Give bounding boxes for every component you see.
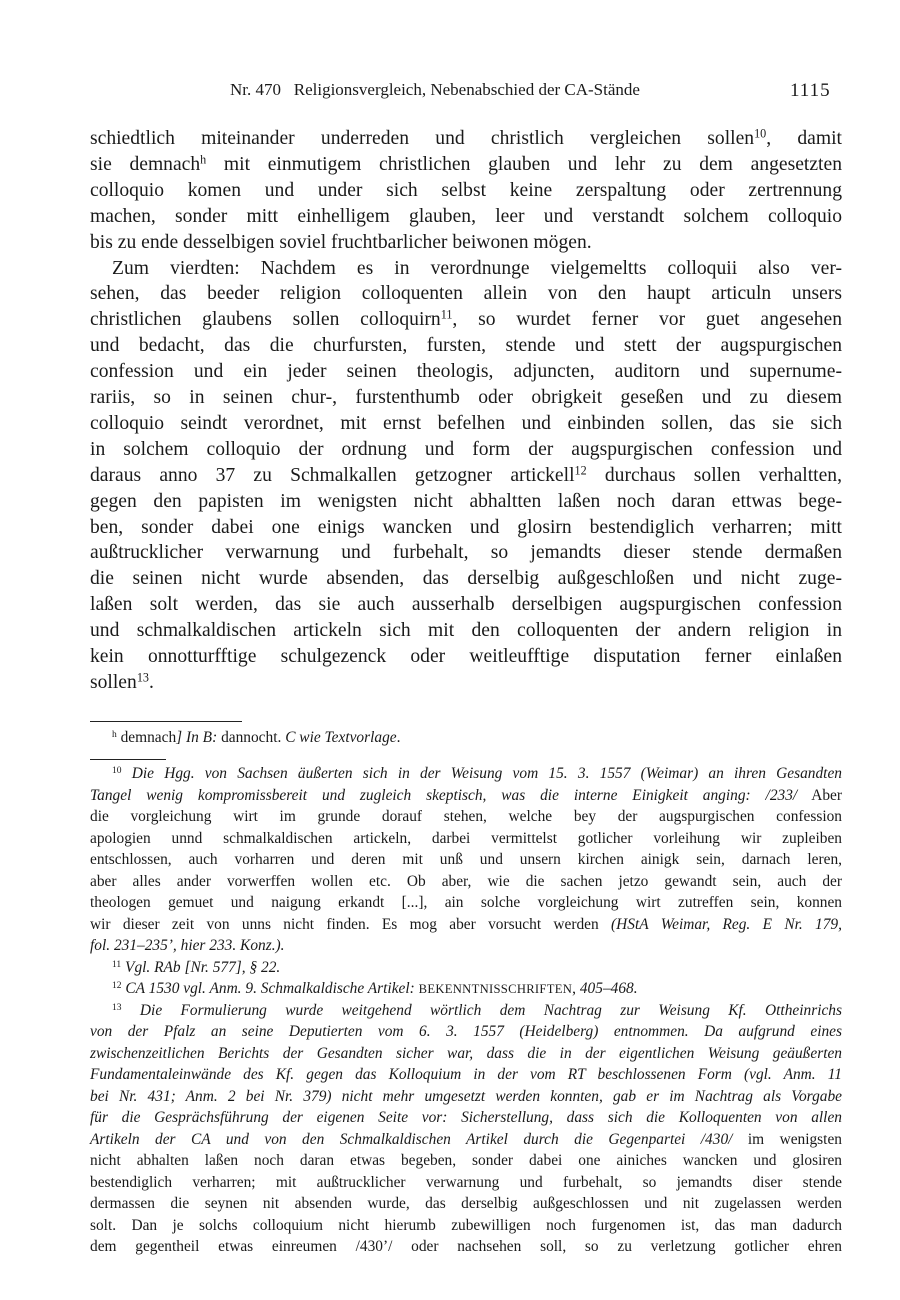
text-segment: nicht abhalten laßen noch daran etwas begeben, sonder dabei one ainiches wancken und glosiren [90, 1152, 842, 1169]
text-line [90, 491, 842, 513]
text-segment: theologen gemuet und naigung erkandt [...], ain solche vorgleichung wirt zutreffen sein, konnen [90, 894, 842, 911]
footnote-line [90, 851, 842, 869]
text-segment: Die Formulierung wurde weitgehend wörtlich dem Nachtrag zur Weisung Kf. Ottheinrichs [139, 1001, 842, 1019]
footnote-line [112, 1002, 842, 1020]
text-line [90, 465, 842, 487]
text-line [112, 258, 842, 280]
footnote-line [90, 1152, 842, 1170]
text-segment: . [148, 671, 154, 693]
text-segment: fol. 231–235’, hier 233. Konz.). [90, 937, 285, 954]
footnote-divider [90, 759, 166, 760]
text-segment: , [572, 980, 580, 997]
text-segment: colloquio seindt verordnet, mit ernst befelhen und einbinden sollen, das sie sich [90, 412, 842, 434]
text-line [90, 309, 842, 331]
text-segment: dannocht. [217, 729, 286, 746]
footnote-line [90, 1238, 842, 1256]
text-line [90, 232, 842, 254]
footnote-line [90, 1217, 842, 1235]
note-marker: h [112, 728, 117, 740]
footnote-line [90, 937, 842, 955]
text-segment: demnach [116, 729, 177, 746]
text-segment: die vorgleichung wirt im grunde dorauf stehen, welche bey der augspurgischen confession [90, 808, 842, 825]
note-marker: 11 [112, 958, 122, 970]
text-segment: entschlossen, auch vorharren und deren mit unß und unsern kirchen ainigk sein, darnach leren, [90, 851, 842, 868]
page-number: 1115 [790, 80, 831, 101]
text-segment: laßen solt werden, das sie auch ausserhalb derselbigen augspurgischen confession [90, 594, 842, 616]
apparatus-line [112, 729, 842, 747]
footnote-line [90, 830, 842, 848]
note-marker: 12 [112, 979, 122, 991]
text-segment: Zum vierdten: Nachdem es in verordnunge vielgemeltts colloquii also ver- [112, 257, 842, 279]
text-segment: für die Gesprächsführung der eigenen Seite vor: Sicherstellung, dass sich die Kolloquenten von allen [90, 1109, 842, 1126]
note-marker: 12 [574, 463, 587, 478]
text-segment: sehen, das beeder religion colloquenten allein von den haupt articuln unsers [90, 283, 842, 305]
footnote-line [90, 894, 842, 912]
text-segment: sie demnach [90, 153, 201, 175]
text-segment: . [396, 729, 401, 746]
text-segment: in solchem colloquio der ordnung und form der augspurgischen confession und [90, 438, 842, 460]
text-segment: , damit [766, 128, 842, 149]
text-segment: solt. Dan je solchs colloquium nicht hierumb zubewilligen noch furgenomen ist, das man dadurch [90, 1216, 842, 1234]
text-segment: sollen [90, 671, 137, 693]
footnote-line [90, 808, 842, 826]
text-line [90, 128, 842, 150]
text-line [90, 361, 842, 383]
footnote-line [90, 1195, 842, 1213]
text-segment: und bedacht, das die churfursten, fursten, stende und stett der augspurgischen [90, 335, 842, 357]
footnote-line [90, 1045, 842, 1063]
footnote-line [90, 1066, 842, 1084]
note-marker: h [200, 152, 207, 167]
text-line [90, 517, 842, 539]
text-segment: Artikeln der CA und von den Schmalkaldischen Artikel durch die Gegenpartei /430/ [90, 1130, 733, 1148]
text-segment: gegen den papisten im wenigsten nicht abhaltten laßen noch daran ettwas bege- [90, 490, 842, 512]
text-segment: ] In B: [176, 729, 218, 746]
note-marker: 13 [112, 1001, 122, 1013]
text-segment: die seinen nicht wurde absenden, das derselbig außgeschloßen und nicht zuge- [90, 568, 842, 590]
text-line [90, 439, 842, 461]
text-segment: ben, sonder dabei one einigs wancken und glosirn bestendiglich verharren; mitt [90, 516, 842, 538]
text-segment: christlichen glaubens sollen colloquirn [90, 309, 441, 331]
text-segment: CA 1530 vgl. Anm. 9. Schmalkaldische Artikel: [125, 980, 415, 997]
text-segment: C wie Textvorlage [285, 729, 397, 746]
text-segment: , so wurdet ferner vor guet angesehen [452, 309, 842, 331]
text-segment: BEKENNTNISSCHRIFTEN [418, 982, 573, 996]
text-segment: außtrucklicher verwarnung und furbehalt, so jemandts dieser stende dermaßen [90, 542, 842, 564]
text-segment: zwischenzeitlichen Berichts der Gesandten sicher war, dass die in der eigentlichen Weisung geäußerten [90, 1044, 842, 1062]
text-segment [122, 765, 132, 782]
text-segment: Fundamentaleinwände des Kf. gegen das Kolloquium in der vom RT beschlossenen Form (vgl. Anm. 11 [90, 1066, 842, 1083]
text-segment: und schmalkaldischen artickeln sich mit den colloquenten der andern religion in [90, 620, 842, 642]
text-line [90, 154, 842, 176]
text-segment: von der Pfalz an seine Deputierten vom 6. 3. 1557 (Heidelberg) entnommen. Da aufgrund eines [90, 1023, 842, 1040]
text-segment: machen, sonder mitt einhelligem glauben, leer und verstandt solchem colloquio [90, 205, 842, 227]
text-segment: Vgl. RAb [Nr. 577], § 22. [125, 958, 281, 976]
text-segment: Tangel wenig kompromissbereit und zugleich skeptisch, was die interne Einigkeit anging: /233/ [90, 786, 798, 804]
note-marker: 13 [136, 670, 149, 685]
text-segment [122, 1002, 140, 1019]
footnote-line [90, 916, 842, 934]
running-header-title: Nr. 470 Religionsvergleich, Nebenabschied der CA-Stände [230, 80, 640, 99]
footnote-line [90, 1023, 842, 1041]
text-line [90, 646, 842, 668]
note-marker: 10 [754, 126, 767, 141]
text-line [90, 568, 842, 590]
footnote-line [90, 787, 842, 805]
text-segment: kein onnotturfftige schulgezenck oder weitleufftige disputation ferner einlaßen [90, 646, 842, 667]
footnote-line [90, 1088, 842, 1106]
text-segment: Die Hgg. von Sachsen äußerten sich in der Weisung vom 15. 3. 1557 (Weimar) an ihren Gesandten [131, 765, 842, 782]
footnote-line [90, 873, 842, 891]
text-line [90, 620, 842, 642]
text-segment: wir dieser zeit von unns nicht finden. Es mog aber vorsucht werden [90, 915, 612, 933]
text-segment: dem gegentheil etwas einreumen /430’/ oder nachsehen soll, so zu verletzung gotlicher ehren [90, 1238, 842, 1255]
text-line [90, 335, 842, 357]
text-segment: (HStA Weimar, Reg. E Nr. 179, [611, 915, 842, 933]
footnote-line [90, 1109, 842, 1127]
text-line [90, 283, 842, 305]
text-segment: apologien unnd schmalkaldischen artickeln, darbei vermittelst gotlicher vorleihung wir zupleiben [90, 829, 842, 847]
footnote-line [112, 959, 842, 977]
text-segment: durchaus sollen verhaltten, [586, 464, 843, 486]
text-segment: bestendiglich verharren; mit außtrucklicher verwarnung und furbehalt, so jemandts diser stende [90, 1173, 842, 1191]
text-line [90, 542, 842, 564]
text-line [90, 413, 842, 435]
text-segment: dermassen die seynen nit absenden wurde, das derselbig außgeschlossen und nit zugelassen werden [90, 1195, 842, 1212]
text-segment: schiedtlich miteinander underreden und christlich vergleichen sollen [90, 128, 755, 149]
text-line [90, 672, 842, 694]
footnote-line [112, 765, 842, 783]
apparatus-divider [90, 721, 242, 722]
text-line [90, 594, 842, 616]
text-line [90, 180, 842, 202]
footnote-line [112, 980, 842, 998]
text-line [90, 206, 842, 228]
footnote-line [90, 1131, 842, 1149]
text-segment: colloquio komen und under sich selbst keine zerspaltung oder zertrennung [90, 179, 842, 201]
note-marker: 10 [112, 764, 122, 776]
text-segment: aber alles ander vorwerffen wollen etc. Ob aber, wie die sachen jetzo gewandt sein, auch der [90, 872, 842, 890]
text-segment: bei Nr. 431; Anm. 2 bei Nr. 379) nicht mehr umgesetzt werden konnten, gab er im Nachtrag als Vorgabe [90, 1087, 842, 1105]
text-segment: mit einmutigem christlichen glauben und lehr zu dem angesetzten [206, 153, 842, 175]
text-segment: im wenigsten [732, 1130, 842, 1148]
text-segment: bis zu ende desselbigen soviel fruchtbarlicher beiwonen mögen. [90, 231, 592, 253]
footnote-line [90, 1174, 842, 1192]
text-line [90, 387, 842, 409]
text-segment: 405–468. [579, 980, 638, 997]
text-segment: daraus anno 37 zu Schmalkallen getzogner artickell [90, 464, 575, 486]
text-segment: rariis, so in seinen chur-, furstenthumb oder obrigkeit geseßen und zu diesem [90, 387, 842, 408]
note-marker: 11 [440, 307, 453, 322]
text-segment: Aber [797, 786, 843, 804]
text-segment: confession und ein jeder seinen theologis, adjuncten, auditorn und supernume- [90, 361, 842, 383]
